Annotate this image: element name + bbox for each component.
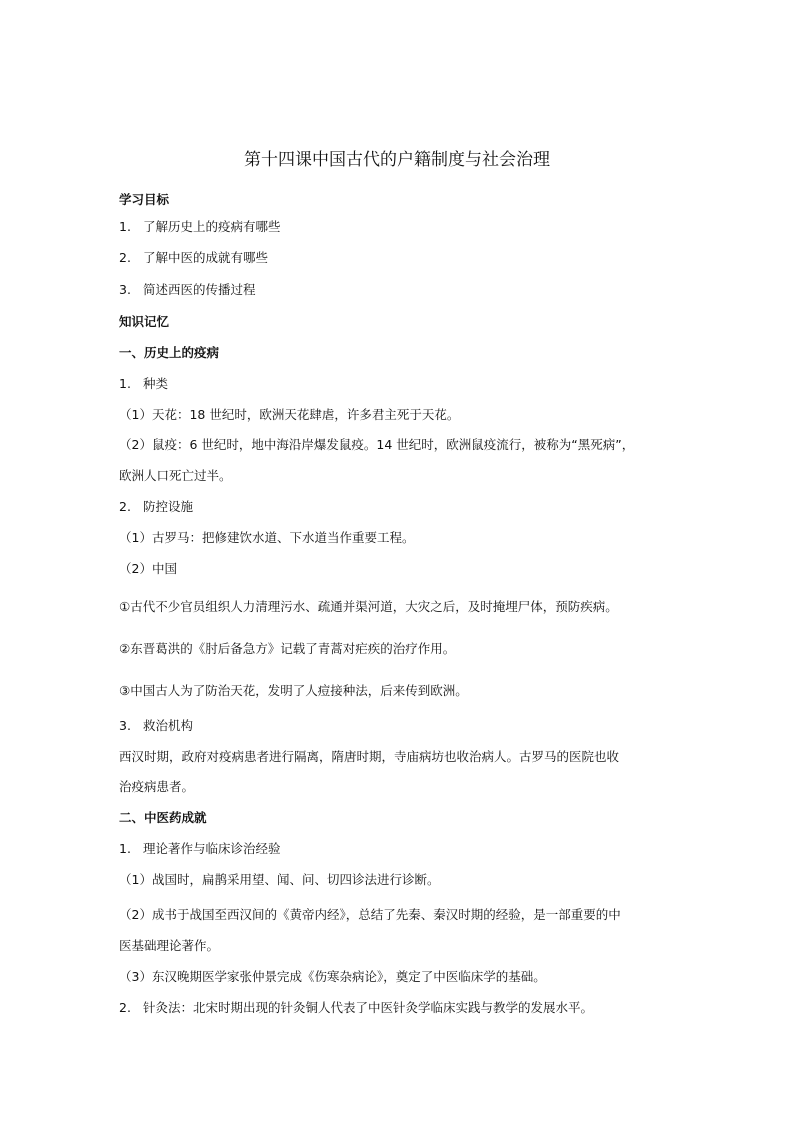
line-text: 防控设施 — [143, 499, 194, 514]
line-text: （2）中国 — [119, 561, 177, 576]
section-heading — [119, 191, 169, 209]
line-text: 了解历史上的疫病有哪些 — [143, 219, 281, 234]
list-number: 1. — [119, 376, 131, 391]
text-line — [119, 999, 593, 1017]
page-title: 第十四课中国古代的户籍制度与社会治理 — [244, 150, 550, 170]
text-line — [119, 218, 281, 236]
line-text: 西汉时期，政府对疫病患者进行隔离，隋唐时期，寺庙病坊也收治病人。古罗马的医院也收 — [119, 749, 620, 764]
line-text: 救治机构 — [143, 718, 194, 733]
text-line — [119, 560, 177, 578]
text-line — [119, 467, 232, 485]
text-line — [119, 748, 619, 766]
list-number: 3. — [119, 282, 131, 297]
text-line — [119, 871, 439, 889]
list-number: 1. — [119, 841, 131, 856]
list-number: 2. — [119, 499, 131, 514]
section-heading — [119, 344, 219, 362]
line-text: （3）东汉晚期医学家张仲景完成《伤寒杂病论》，奠定了中医临床学的基础。 — [119, 969, 546, 984]
line-text: 知识记忆 — [119, 314, 170, 329]
line-text: 一、历史上的疫病 — [119, 345, 220, 360]
line-text: （1）天花：18 世纪时，欧洲天花肆虐，许多君主死于天花。 — [119, 407, 460, 422]
line-text: 理论著作与临床诊治经验 — [143, 841, 281, 856]
text-line — [119, 717, 193, 735]
line-text: 二、中医药成就 — [119, 810, 207, 825]
list-number: 3. — [119, 718, 131, 733]
text-line — [119, 640, 455, 658]
line-text: 欧洲人口死亡过半。 — [119, 468, 232, 483]
line-text: （1）战国时，扁鹊采用望、闻、问、切四诊法进行诊断。 — [119, 872, 440, 887]
text-line — [119, 840, 281, 858]
text-line — [119, 406, 459, 424]
line-text: 治疫病患者。 — [119, 779, 195, 794]
line-text: ②东晋葛洪的《肘后备急方》记载了青蒿对疟疾的治疗作用。 — [119, 641, 456, 656]
line-text: ①古代不少官员组织人力清理污水、疏通并渠河道，大灾之后，及时掩埋尸体，预防疾病。 — [119, 599, 618, 614]
line-text: 种类 — [143, 376, 169, 391]
line-text: （2）成书于战国至西汉间的《黄帝内经》，总结了先秦、秦汉时期的经验，是一部重要的中 — [119, 907, 621, 922]
section-heading — [119, 809, 207, 827]
line-text: （1）古罗马：把修建饮水道、下水道当作重要工程。 — [119, 530, 415, 545]
line-text: 了解中医的成就有哪些 — [143, 250, 269, 265]
text-line — [119, 682, 468, 700]
line-text: 简述西医的传播过程 — [143, 282, 256, 297]
line-text: 针灸法：北宋时期出现的针灸铜人代表了中医针灸学临床实践与教学的发展水平。 — [143, 1000, 594, 1015]
text-line — [119, 937, 219, 955]
text-line — [119, 529, 414, 547]
list-number: 2. — [119, 1000, 131, 1015]
text-line — [119, 498, 193, 516]
text-line — [119, 281, 256, 299]
text-line — [119, 598, 618, 616]
text-line — [119, 375, 168, 393]
text-line — [119, 778, 194, 796]
text-line — [119, 249, 268, 267]
text-line — [119, 436, 634, 454]
line-text: 学习目标 — [119, 192, 170, 207]
section-heading — [119, 313, 169, 331]
text-line — [119, 968, 546, 986]
line-text: 医基础理论著作。 — [119, 938, 220, 953]
list-number: 2. — [119, 250, 131, 265]
line-text: （2）鼠疫：6 世纪时，地中海沿岸爆发鼠疫。14 世纪时，欧洲鼠疫流行，被称为“黑死病”， — [119, 437, 635, 452]
line-text: ③中国古人为了防治天花，发明了人痘接种法，后来传到欧洲。 — [119, 683, 468, 698]
list-number: 1. — [119, 219, 131, 234]
text-line — [119, 906, 621, 924]
